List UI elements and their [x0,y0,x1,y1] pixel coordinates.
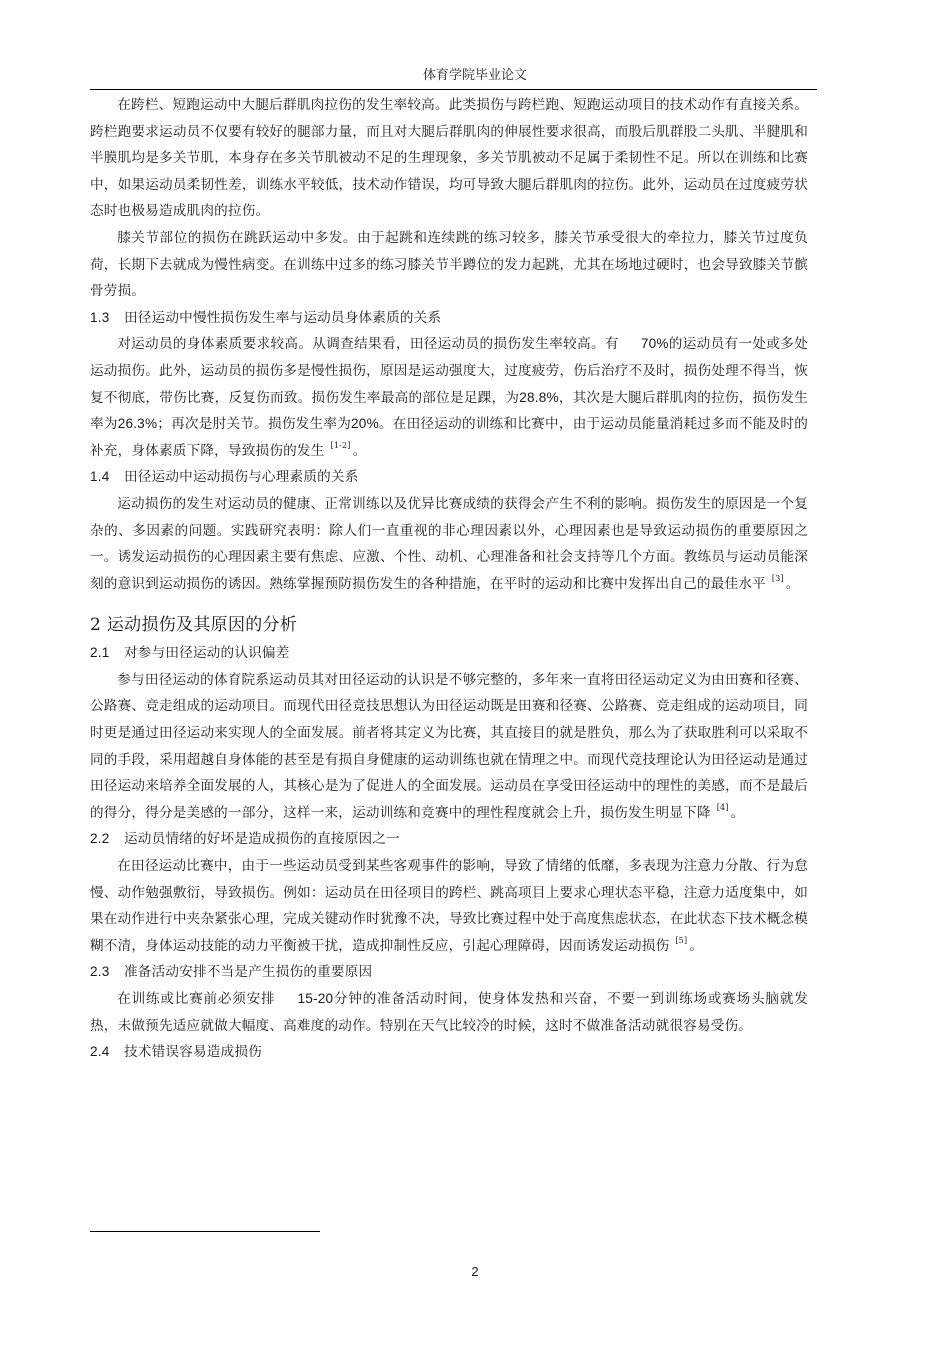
text-run: 那么为了获取胜利可以采取不同的手段， [90,725,809,768]
stat-percent: 20% [351,416,379,432]
section-heading-1-3 [90,305,808,332]
running-header: 体育学院毕业论文 [422,68,527,83]
section-number: 1.4 [90,469,110,485]
text-run: ；再次是肘关节。损伤发生率为 [157,416,352,433]
chapter-title: 运动损伤及其原因的分析 [106,615,298,636]
paragraph-injury-rate [90,331,808,464]
section-heading-2-1 [90,640,808,667]
text-run: 。 [730,804,745,821]
section-number: 2.3 [90,964,110,980]
section-title: 田径运动中运动损伤与心理素质的关系 [124,469,359,486]
text-run: 参与田径运动的体育院系运动员其对田径运动的认识是不够完整的，多年来一直将田径运动定义为由田赛和径赛、公路赛、竞走组成的运动项目。而现代田径竞技思想认为田径运动既是田赛和径赛、公路赛、竞走组成的运动项目，同时更是通过田径运动来实现人的全面发展。前者将其定义为比赛，其直接目的就是胜负， [90,671,808,742]
text-run: 。 [689,937,704,954]
text-run: 。 [785,575,800,592]
text-run: 的运动员有一处或多处运动损伤。此外，运动员的损伤多是慢性损伤，原因是运动强度大，过度疲劳，伤后治疗不及时，损伤处理不得当，恢复不彻底，带伤比赛，反复伤而致。损伤发生率最高的部位是足踝，为 [90,336,809,406]
section-heading-1-4 [90,464,808,491]
section-number: 2.2 [90,831,110,847]
paragraph-hurdle-injury: 在跨栏、短跑运动中大腿后群肌肉拉伤的发生率较高。此类损伤与跨栏跑、短跑运动项目的技术动作有直接关系。跨栏跑要求运动员不仅要有较好的腿部力量，而且对大腿后群肌肉的伸展性要求很高，而股后肌群股二头肌、半腱肌和半膜肌均是多关节肌，本身存在多关节肌被动不足的生理现象，多关节肌被动不足属于柔韧性不足。所以在训练和比赛中，如果运动员柔韧性差，训练水平较低，技术动作错误，均可导致大腿后群肌肉的拉伤。此外，运动员在过度疲劳状态时也极易造成肌肉的拉伤。 [90,97,808,220]
page-number: 2 [471,1264,479,1279]
text-run: 在田径运动比赛中，由于一些运动员受到某些客观事件的影响，导致了情绪的低靡，多表现为注意力分散、行为怠慢、动作勉强敷衍，导致损伤。例如：运动员在田径项目的跨栏、跳高项目上要求心理状态平稳，注意力适度集中，如果在动作进行中夹杂紧张心理，完成关键动作时犹豫不决，导致比赛过程中处于高度焦虑状态，在此状态下技术概念模糊不清，身体运动技能的动力平衡被干扰，造成抑制性反应，引起心理障碍，因而诱发运动损伤 [90,858,808,954]
citation-ref: [4] [716,802,729,812]
section-number: 2.4 [90,1044,110,1060]
paragraph-warmup [90,986,808,1039]
section-heading-2-4 [90,1039,808,1066]
paragraph-cognition [90,667,808,827]
header-rule [90,89,817,90]
section-title: 技术错误容易造成损伤 [124,1044,262,1061]
paragraph-psychology [90,491,808,597]
paragraph-emotion [90,853,808,959]
stat-percent: 26.3% [117,416,158,432]
citation-ref: [5] [675,935,688,945]
page-body [90,92,808,1066]
section-number: 2.1 [90,645,110,661]
chapter-number: 2 [90,615,102,636]
citation-ref: [3] [771,573,784,583]
text-run: 对运动员的身体素质要求较高。从调查结果看，田径运动员的损伤发生率较高。有 [117,336,619,353]
citation-ref: [1-2] [330,440,351,450]
section-number: 1.3 [90,309,110,325]
section-heading-2-2 [90,826,808,853]
text-run: 。在田径运动的训练和比赛中，由于运动员能量消耗过多而不能及时的补充，身体素质下降，导致损伤的发生 [90,416,808,459]
section-title: 准备活动安排不当是产生损伤的重要原因 [124,964,373,981]
stat-percent: 28.8% [519,389,559,405]
text-run: ，其次是大腿后群肌肉的拉伤，损伤发生率为 [90,389,808,433]
section-title: 田径运动中慢性损伤发生率与运动员身体素质的关系 [124,309,442,326]
footnote-rule [90,1231,320,1232]
stat-percent: 70% [640,336,669,352]
text-run: 分钟的准备活动时间，使身体发热和兴奋，不要一到训练场或赛场头脑就发热，未做预先适应就做大幅度、高难度的动作。特别在天气比较冷的时候，这时不做准备活动就很容易受伤。 [90,991,808,1034]
section-heading-2-3 [90,959,808,986]
text-run: 采用超越自身体能的甚至是有损自身健康的运动训练也就在情理之中。而现代竞技理论认为田径运动是通过田径运动来培养全面发展的人，其核心是为了促进人的全面发展。运动员在享受田径运动中的理性的美感，而不是最后的得分，得分是美感的一部分，这样一来，运动训练和竞赛中的理性程度就会上升，损伤发生明显下降 [90,751,808,821]
section-title: 对参与田径运动的认识偏差 [124,645,290,662]
time-range: 15-20 [297,991,334,1006]
text-run: 。 [352,442,367,459]
section-title: 运动员情绪的好坏是造成损伤的直接原因之一 [124,831,400,848]
text-run: 在训练或比赛前必须安排 [117,991,276,1007]
chapter-heading-2 [90,610,808,640]
text-run: 运动损伤的发生对运动员的健康、正常训练以及优异比赛成绩的获得会产生不利的影响。损伤发生的原因是一个复杂的、多因素的问题。实践研究表明：除人们一直重视的非心理因素以外，心理因素也是导致运动损伤的重要原因之一。诱发运动损伤的心理因素主要有焦虑、应激、个性、动机、心理准备和社会支持等几个方面。教练员与运动员能深刻的意识到运动损伤的诱因。熟练掌握预防损伤发生的各种措施，在平时的运动和比赛中发挥出自己的最佳水平 [90,495,808,592]
paragraph-knee-injury: 膝关节部位的损伤在跳跃运动中多发。由于起跳和连续跳的练习较多，膝关节承受很大的牵拉力，膝关节过度负荷，长期下去就成为慢性病变。在训练中过多的练习膝关节半蹲位的发力起跳，尤其在场地过硬时，也会导致膝关节髌骨劳损。 [90,229,808,300]
